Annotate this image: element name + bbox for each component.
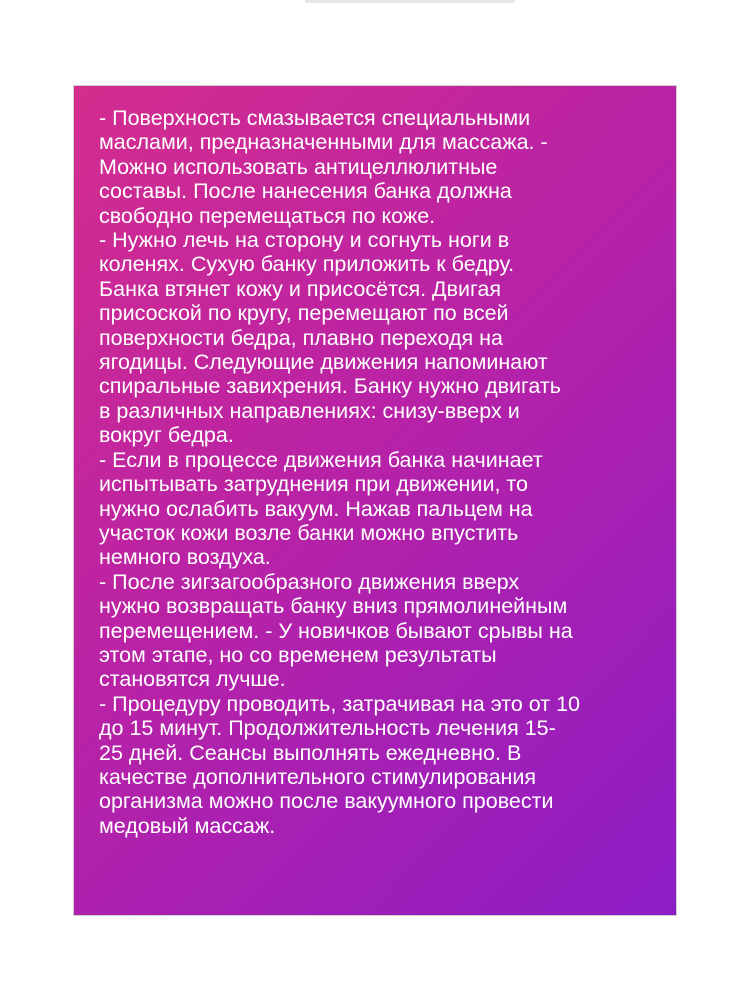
text-line: присоской по кругу, перемещают по всей bbox=[99, 301, 509, 326]
text-line: - Если в процессе движения банка начинает bbox=[99, 447, 543, 472]
text-line: в различных направлениях: снизу-вверх и bbox=[99, 398, 520, 423]
text-line: до 15 минут. Продолжительность лечения 15- bbox=[99, 716, 556, 741]
text-line: испытывать затруднения при движении, то bbox=[99, 472, 528, 497]
text-line: поверхности бедра, плавно переходя на bbox=[99, 325, 503, 350]
text-line: - Поверхность смазывается специальными bbox=[99, 106, 531, 130]
text-line: участок кожи возле банки можно впустить bbox=[99, 520, 519, 545]
text-line: немного воздуха. bbox=[99, 545, 271, 570]
text-line: - Нужно лечь на сторону и согнуть ноги в bbox=[99, 228, 510, 253]
text-line: качестве дополнительного стимулирования bbox=[99, 764, 537, 789]
text-line: - После зигзагообразного движения вверх bbox=[99, 569, 520, 594]
text-line: свободно перемещаться по коже. bbox=[99, 203, 436, 228]
text-line: становятся лучше. bbox=[99, 667, 286, 692]
text-line: Можно использовать антицеллюлитные bbox=[99, 154, 498, 179]
text-line: нужно ослабить вакуум. Нажав пальцем на bbox=[99, 496, 533, 521]
text-line: организма можно после вакуумного провести bbox=[99, 789, 554, 814]
text-line: 25 дней. Сеансы выполнять ежедневно. В bbox=[99, 740, 522, 765]
text-line: Банка втянет кожу и присосётся. Двигая bbox=[99, 276, 501, 301]
text-line: нужно возвращать банку вниз прямолинейным bbox=[99, 594, 568, 619]
text-card bbox=[73, 85, 677, 916]
article-text bbox=[99, 106, 669, 838]
text-line: ягодицы. Следующие движения напоминают bbox=[99, 350, 548, 375]
top-scroll-indicator bbox=[305, 0, 515, 3]
text-line: спиральные завихрения. Банку нужно двигать bbox=[99, 374, 561, 399]
text-line: вокруг бедра. bbox=[99, 423, 234, 448]
text-line: коленях. Сухую банку приложить к бедру. bbox=[99, 252, 515, 277]
text-line: маслами, предназначенными для массажа. - bbox=[99, 130, 548, 155]
text-line: составы. После нанесения банка должна bbox=[99, 179, 512, 204]
text-line: медовый массаж. bbox=[99, 813, 276, 838]
text-line: перемещением. - У новичков бывают срывы на bbox=[99, 618, 573, 643]
text-line: этом этапе, но со временем результаты bbox=[99, 642, 497, 667]
text-line: - Процедуру проводить, затрачивая на это от 10 bbox=[99, 691, 580, 716]
